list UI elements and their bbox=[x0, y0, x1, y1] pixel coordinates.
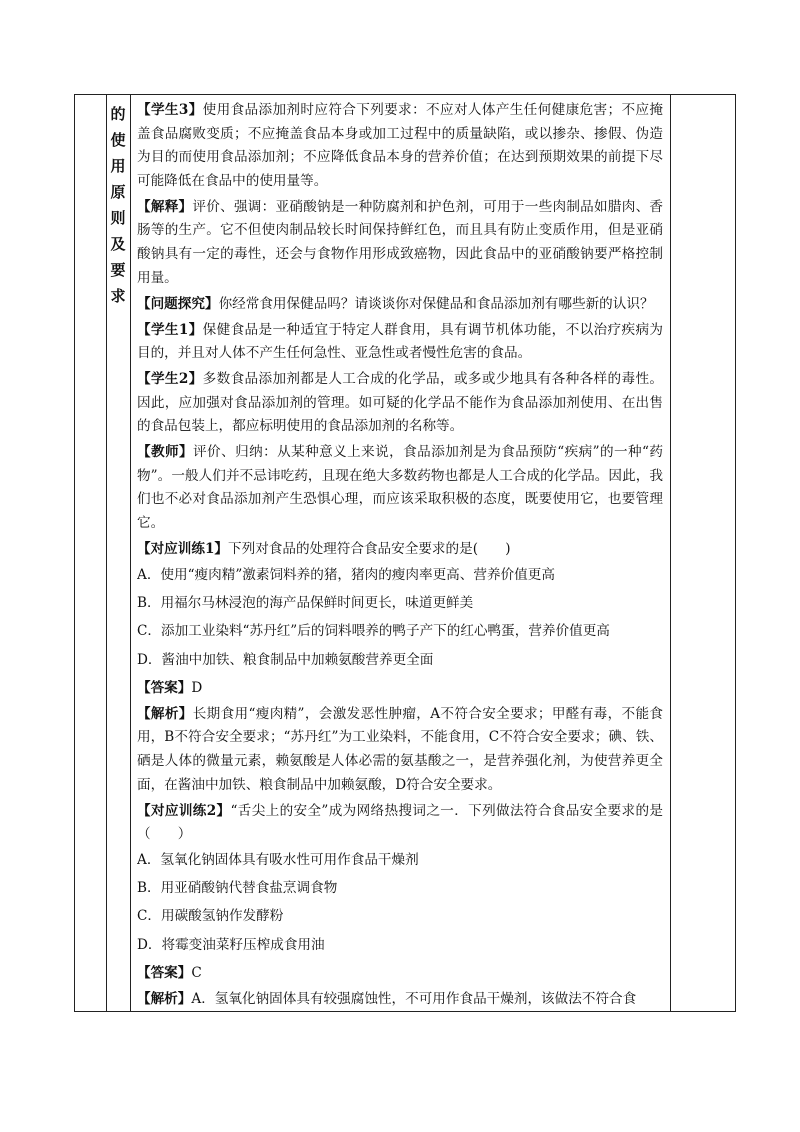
paragraph-tag: 【学生1】 bbox=[137, 321, 203, 338]
paragraph-text: 评价、归纳：从某种意义上来说，食品添加剂是为食品预防“疾病”的一种“药物”。一般人们并不忌讳吃药，且现在绝大多数药物也都是人工合成的化学品。因此，我们也不必对食品添加剂产生恐惧心理，而应该采取积极的态度，既要使用它，也要管理它。 bbox=[137, 444, 663, 532]
content-paragraph bbox=[137, 962, 663, 986]
paragraph-tag: 【学生3】 bbox=[137, 102, 203, 118]
paragraph-tag: 【对应训练2】 bbox=[137, 802, 231, 819]
content-paragraph bbox=[137, 441, 663, 535]
paragraph-text: 使用食品添加剂时应符合下列要求：不应对人体产生任何健康危害；不应掩盖食品腐败变质；不应掩盖食品本身或加工过程中的质量缺陷，或以掺杂、掺假、伪造为目的而使用食品添加剂；不应降低食品本身的营养价值；在达到预期效果的前提下尽可能降低在食品中的使用量等。 bbox=[137, 102, 663, 189]
paragraph-tag: 【答案】 bbox=[137, 679, 192, 696]
column-divider bbox=[670, 95, 671, 1011]
paragraph-text: B．用亚硝酸钠代替食盐烹调食物 bbox=[137, 880, 338, 897]
answer-option bbox=[137, 620, 663, 644]
lesson-content bbox=[137, 99, 663, 1007]
section-title-vertical bbox=[106, 101, 130, 309]
paragraph-text: 评价、强调：亚硝酸钠是一种防腐剂和护色剂，可用于一些肉制品如腊肉、香肠等的生产。它不但使肉制品较长时间保持鲜红色，而且具有防止变质作用，但是亚硝酸钠具有一定的毒性，还会与食物作用形成致癌物，因此食品中的亚硝酸钠要严格控制用量。 bbox=[137, 198, 663, 286]
paragraph-text: A．氢氧化钠固体具有较强腐蚀性，不可用作食品干燥剂，该做法不符合食 bbox=[191, 990, 637, 1007]
answer-option bbox=[137, 849, 663, 873]
answer-option bbox=[137, 592, 663, 616]
title-char: 及 bbox=[110, 235, 126, 253]
title-char: 要 bbox=[110, 261, 126, 279]
title-char: 原 bbox=[110, 183, 126, 201]
section-title-column bbox=[106, 95, 130, 1011]
paragraph-text: B．用福尔马林浸泡的海产品保鲜时间更长，味道更鲜美 bbox=[137, 595, 474, 612]
paragraph-text: A．使用“瘦肉精”激素饲料养的猪，猪肉的瘦肉率更高、营养价值更高 bbox=[137, 567, 555, 584]
content-paragraph bbox=[137, 196, 663, 290]
content-paragraph bbox=[137, 538, 663, 562]
paragraph-text: A．氢氧化钠固体具有吸水性可用作食品干燥剂 bbox=[137, 852, 419, 869]
column-divider bbox=[130, 95, 131, 1011]
content-paragraph bbox=[137, 293, 663, 317]
content-paragraph bbox=[137, 677, 663, 701]
title-char: 的 bbox=[110, 105, 126, 123]
title-char: 用 bbox=[110, 157, 126, 175]
answer-option bbox=[137, 905, 663, 929]
answer-option bbox=[137, 649, 663, 673]
paragraph-text: D bbox=[191, 679, 203, 696]
paragraph-text: 长期食用“瘦肉精”，会激发恶性肿瘤，A不符合安全要求；甲醛有毒，不能食用，B不符合安全要求；“苏丹红”为工业染料，不能食用，C不符合安全要求；碘、铁、硒是人体的微量元素，赖氨酸是人体必需的氨基酸之一，是营养强化剂，为使营养更全面，在酱油中加铁、粮食制品中加赖氨酸，D符合安全要求。 bbox=[137, 705, 663, 793]
empty-left-column bbox=[75, 95, 106, 1011]
paragraph-tag: 【学生2】 bbox=[137, 371, 203, 388]
paragraph-text: 保健食品是一种适宜于特定人群食用，具有调节机体功能，不以治疗疾病为目的，并且对人体不产生任何急性、亚急性或者慢性危害的食品。 bbox=[137, 321, 663, 362]
paragraph-text: 多数食品添加剂都是人工合成的化学品，或多或少地具有各种各样的毒性。因此，应加强对食品添加剂的管理。如可疑的化学品不能作为食品添加剂使用、在出售的食品包装上，都应标明使用的食品添加剂的名称等。 bbox=[137, 371, 663, 435]
lesson-plan-table bbox=[74, 94, 736, 1012]
content-paragraph bbox=[137, 319, 663, 366]
content-paragraph bbox=[137, 800, 663, 847]
paragraph-text: C bbox=[191, 964, 202, 981]
title-char: 求 bbox=[110, 287, 126, 305]
paragraph-text: D．酱油中加铁、粮食制品中加赖氨酸营养更全面 bbox=[137, 651, 434, 668]
paragraph-text: D．将霉变油菜籽压榨成食用油 bbox=[137, 936, 325, 953]
content-paragraph bbox=[137, 99, 663, 193]
title-char: 则 bbox=[110, 209, 126, 227]
paragraph-text: C．添加工业染料“苏丹红”后的饲料喂养的鸭子产下的红心鸭蛋，营养价值更高 bbox=[137, 623, 610, 640]
answer-option bbox=[137, 934, 663, 958]
content-paragraph bbox=[137, 368, 663, 439]
paragraph-tag: 【解释】 bbox=[137, 198, 193, 215]
paragraph-tag: 【教师】 bbox=[137, 444, 194, 461]
answer-option bbox=[137, 877, 663, 901]
content-paragraph bbox=[137, 988, 663, 1007]
paragraph-text: 你经常食用保健品吗？请谈谈你对保健品和食品添加剂有哪些新的认识？ bbox=[218, 295, 654, 312]
paragraph-text: C．用碳酸氢钠作发酵粉 bbox=[137, 908, 284, 925]
paragraph-text: 下列对食品的处理符合食品安全要求的是( ) bbox=[228, 541, 511, 558]
paragraph-tag: 【解析】 bbox=[137, 990, 192, 1007]
paragraph-tag: 【解析】 bbox=[137, 705, 193, 722]
paragraph-tag: 【对应训练1】 bbox=[137, 541, 229, 558]
title-char: 使 bbox=[110, 131, 126, 149]
paragraph-text: “舌尖上的安全”成为网络热搜词之一．下列做法符合食品安全要求的是（ ） bbox=[137, 802, 663, 843]
content-paragraph bbox=[137, 703, 663, 797]
answer-option bbox=[137, 564, 663, 588]
paragraph-tag: 【问题探究】 bbox=[137, 295, 219, 312]
paragraph-tag: 【答案】 bbox=[137, 964, 192, 981]
